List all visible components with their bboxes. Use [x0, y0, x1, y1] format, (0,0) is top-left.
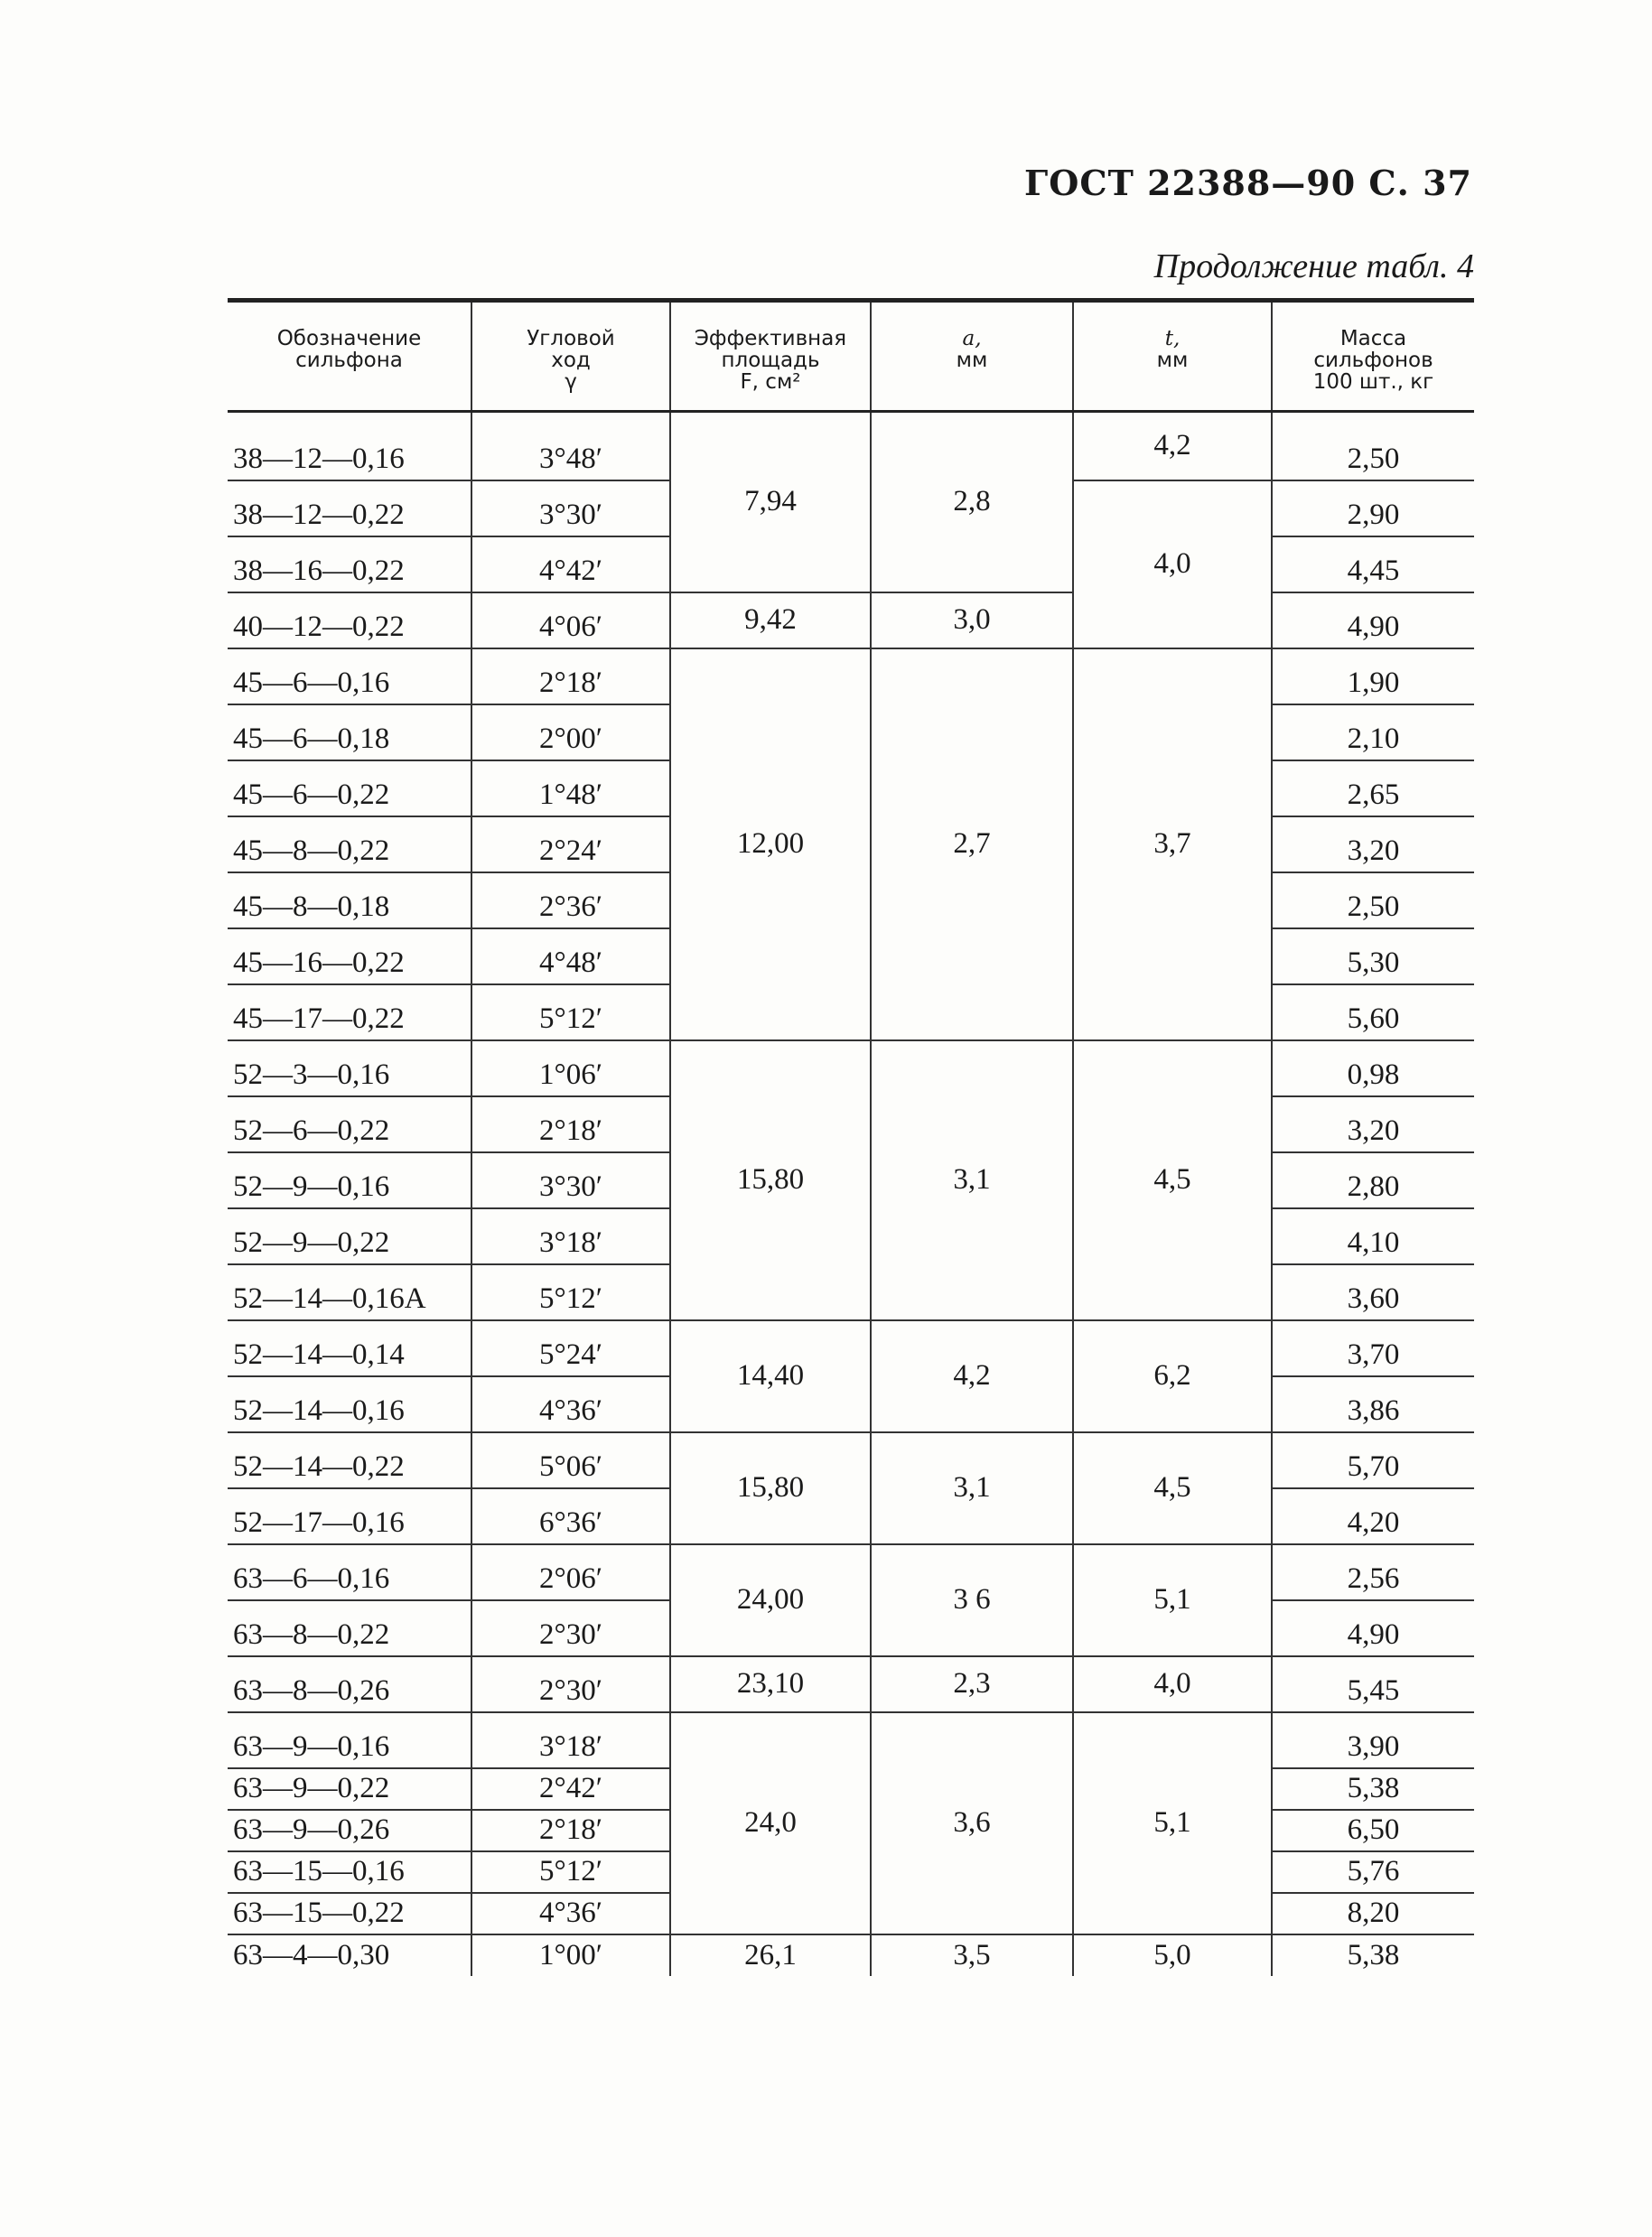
- designation-cell: 63—9—0,26: [228, 1810, 471, 1851]
- mass-cell: 6,50: [1272, 1810, 1474, 1851]
- angular-stroke-cell: 2°30′: [471, 1600, 670, 1656]
- effective-area-cell: 7,94: [670, 412, 871, 592]
- a-mm-cell: 2,3: [871, 1656, 1073, 1712]
- designation-cell: 45—8—0,18: [228, 872, 471, 928]
- header-line: γ: [565, 370, 577, 395]
- header-line: a,: [962, 327, 982, 350]
- table-row: [228, 1656, 1474, 1712]
- designation-cell: 52—3—0,16: [228, 1040, 471, 1096]
- header-line: ход: [551, 349, 591, 373]
- table-header-row: [228, 301, 1474, 412]
- mass-cell: 4,45: [1272, 536, 1474, 592]
- effective-area-cell: 23,10: [670, 1656, 871, 1712]
- designation-cell: 45—6—0,16: [228, 648, 471, 704]
- angular-stroke-cell: 2°06′: [471, 1544, 670, 1600]
- mass-cell: 2,50: [1272, 412, 1474, 480]
- header-line: 100 шт., кг: [1312, 370, 1434, 395]
- a-mm-cell: 2,7: [871, 648, 1073, 1040]
- angular-stroke-cell: 5°12′: [471, 1851, 670, 1893]
- t-mm-cell: 4,0: [1073, 480, 1272, 648]
- angular-stroke-cell: 4°36′: [471, 1893, 670, 1934]
- designation-cell: 52—9—0,22: [228, 1208, 471, 1264]
- effective-area-cell: 15,80: [670, 1432, 871, 1544]
- table-row: [228, 1934, 1474, 1976]
- mass-cell: 5,45: [1272, 1656, 1474, 1712]
- angular-stroke-cell: 5°12′: [471, 1264, 670, 1320]
- t-mm-cell: 6,2: [1073, 1320, 1272, 1432]
- mass-cell: 3,20: [1272, 1096, 1474, 1152]
- a-mm-cell: 3,5: [871, 1934, 1073, 1976]
- table-row: [228, 1040, 1474, 1096]
- designation-cell: 52—17—0,16: [228, 1488, 471, 1544]
- mass-cell: 5,70: [1272, 1432, 1474, 1488]
- designation-cell: 45—17—0,22: [228, 984, 471, 1040]
- designation-cell: 52—9—0,16: [228, 1152, 471, 1208]
- t-mm-cell: 4,5: [1073, 1432, 1272, 1544]
- designation-cell: 52—14—0,16: [228, 1376, 471, 1432]
- header-line: Эффективная: [694, 327, 847, 350]
- effective-area-cell: 24,00: [670, 1544, 871, 1656]
- header-a: [871, 301, 1073, 412]
- t-mm-cell: 4,2: [1073, 412, 1272, 480]
- header-designation: [228, 301, 471, 412]
- a-mm-cell: 3,6: [871, 1712, 1073, 1934]
- designation-cell: 63—6—0,16: [228, 1544, 471, 1600]
- effective-area-cell: 12,00: [670, 648, 871, 1040]
- designation-cell: 52—6—0,22: [228, 1096, 471, 1152]
- header-line: F, см²: [740, 370, 801, 395]
- designation-cell: 38—16—0,22: [228, 536, 471, 592]
- effective-area-cell: 26,1: [670, 1934, 871, 1976]
- mass-cell: 3,70: [1272, 1320, 1474, 1376]
- mass-cell: 5,38: [1272, 1768, 1474, 1810]
- header-line: Обозначение: [276, 327, 422, 350]
- angular-stroke-cell: 2°30′: [471, 1656, 670, 1712]
- mass-cell: 4,90: [1272, 592, 1474, 648]
- header-angle: [471, 301, 670, 412]
- angular-stroke-cell: 2°18′: [471, 648, 670, 704]
- angular-stroke-cell: 1°06′: [471, 1040, 670, 1096]
- mass-cell: 3,20: [1272, 816, 1474, 872]
- angular-stroke-cell: 2°00′: [471, 704, 670, 760]
- a-mm-cell: 2,8: [871, 412, 1073, 592]
- effective-area-cell: 14,40: [670, 1320, 871, 1432]
- mass-cell: 4,90: [1272, 1600, 1474, 1656]
- designation-cell: 63—9—0,16: [228, 1712, 471, 1768]
- mass-cell: 3,60: [1272, 1264, 1474, 1320]
- header-mass: [1272, 301, 1474, 412]
- angular-stroke-cell: 3°48′: [471, 412, 670, 480]
- angular-stroke-cell: 5°12′: [471, 984, 670, 1040]
- effective-area-cell: 15,80: [670, 1040, 871, 1320]
- header-t: [1073, 301, 1272, 412]
- t-mm-cell: 5,0: [1073, 1934, 1272, 1976]
- designation-cell: 63—9—0,22: [228, 1768, 471, 1810]
- header-area: [670, 301, 871, 412]
- mass-cell: 4,10: [1272, 1208, 1474, 1264]
- mass-cell: 2,80: [1272, 1152, 1474, 1208]
- a-mm-cell: 3,0: [871, 592, 1073, 648]
- angular-stroke-cell: 2°18′: [471, 1096, 670, 1152]
- designation-cell: 45—16—0,22: [228, 928, 471, 984]
- designation-cell: 45—6—0,22: [228, 760, 471, 816]
- t-mm-cell: 4,0: [1073, 1656, 1272, 1712]
- angular-stroke-cell: 2°36′: [471, 872, 670, 928]
- designation-cell: 38—12—0,16: [228, 412, 471, 480]
- table-row: [228, 1432, 1474, 1488]
- designation-cell: 63—15—0,22: [228, 1893, 471, 1934]
- a-mm-cell: 3,1: [871, 1040, 1073, 1320]
- table-row: [228, 592, 1474, 648]
- table-caption: Продолжение табл. 4: [1153, 247, 1474, 285]
- angular-stroke-cell: 5°06′: [471, 1432, 670, 1488]
- angular-stroke-cell: 1°00′: [471, 1934, 670, 1976]
- bellows-table: [228, 298, 1474, 1976]
- angular-stroke-cell: 6°36′: [471, 1488, 670, 1544]
- header-line: сильфонов: [1313, 349, 1433, 373]
- mass-cell: 5,76: [1272, 1851, 1474, 1893]
- effective-area-cell: 24,0: [670, 1712, 871, 1934]
- angular-stroke-cell: 3°30′: [471, 1152, 670, 1208]
- angular-stroke-cell: 4°36′: [471, 1376, 670, 1432]
- mass-cell: 2,65: [1272, 760, 1474, 816]
- table-row: [228, 1712, 1474, 1768]
- table-body: [228, 412, 1474, 1976]
- designation-cell: 38—12—0,22: [228, 480, 471, 536]
- t-mm-cell: 5,1: [1073, 1544, 1272, 1656]
- designation-cell: 63—15—0,16: [228, 1851, 471, 1893]
- designation-cell: 63—4—0,30: [233, 1938, 390, 1971]
- angular-stroke-cell: 2°18′: [471, 1810, 670, 1851]
- mass-cell: 3,90: [1272, 1712, 1474, 1768]
- angular-stroke-cell: 5°24′: [471, 1320, 670, 1376]
- header-line: площадь: [721, 349, 820, 373]
- header-line: t,: [1164, 327, 1181, 350]
- page-header: ГОСТ 22388—90 С. 37: [1024, 163, 1472, 203]
- angular-stroke-cell: 3°30′: [471, 480, 670, 536]
- mass-cell: 8,20: [1272, 1893, 1474, 1934]
- mass-cell: 0,98: [1272, 1040, 1474, 1096]
- t-mm-cell: 4,5: [1073, 1040, 1272, 1320]
- header-line: мм: [1156, 349, 1189, 373]
- designation-cell: 52—14—0,16А: [228, 1264, 471, 1320]
- angular-stroke-cell: 1°48′: [471, 760, 670, 816]
- a-mm-cell: 4,2: [871, 1320, 1073, 1432]
- angular-stroke-cell: 4°06′: [471, 592, 670, 648]
- mass-cell: 5,30: [1272, 928, 1474, 984]
- mass-cell: 2,50: [1272, 872, 1474, 928]
- designation-cell: 45—8—0,22: [228, 816, 471, 872]
- t-mm-cell: 3,7: [1073, 648, 1272, 1040]
- table-row: [228, 1320, 1474, 1376]
- angular-stroke-cell: 2°24′: [471, 816, 670, 872]
- designation-cell: 63—8—0,22: [228, 1600, 471, 1656]
- designation-cell: 52—14—0,14: [228, 1320, 471, 1376]
- angular-stroke-cell: 4°42′: [471, 536, 670, 592]
- designation-cell: 40—12—0,22: [228, 592, 471, 648]
- header-line: Масса: [1339, 327, 1407, 350]
- mass-cell: 1,90: [1272, 648, 1474, 704]
- mass-cell: 2,90: [1272, 480, 1474, 536]
- table-row: [228, 412, 1474, 480]
- mass-cell: 2,56: [1272, 1544, 1474, 1600]
- a-mm-cell: 3 6: [871, 1544, 1073, 1656]
- angular-stroke-cell: 2°42′: [471, 1768, 670, 1810]
- header-line: мм: [956, 349, 988, 373]
- effective-area-cell: 9,42: [670, 592, 871, 648]
- table-row: [228, 648, 1474, 704]
- designation-cell: 63—8—0,26: [228, 1656, 471, 1712]
- angular-stroke-cell: 3°18′: [471, 1712, 670, 1768]
- mass-cell: 4,20: [1272, 1488, 1474, 1544]
- mass-cell: 3,86: [1272, 1376, 1474, 1432]
- header-line: Угловой: [527, 327, 615, 350]
- t-mm-cell: 5,1: [1073, 1712, 1272, 1934]
- angular-stroke-cell: 4°48′: [471, 928, 670, 984]
- mass-cell: 5,60: [1272, 984, 1474, 1040]
- designation-cell: 45—6—0,18: [228, 704, 471, 760]
- table-row: [228, 1544, 1474, 1600]
- mass-cell: 5,38: [1272, 1934, 1474, 1976]
- a-mm-cell: 3,1: [871, 1432, 1073, 1544]
- mass-cell: 2,10: [1272, 704, 1474, 760]
- header-line: сильфона: [295, 349, 403, 373]
- angular-stroke-cell: 3°18′: [471, 1208, 670, 1264]
- designation-cell: 52—14—0,22: [228, 1432, 471, 1488]
